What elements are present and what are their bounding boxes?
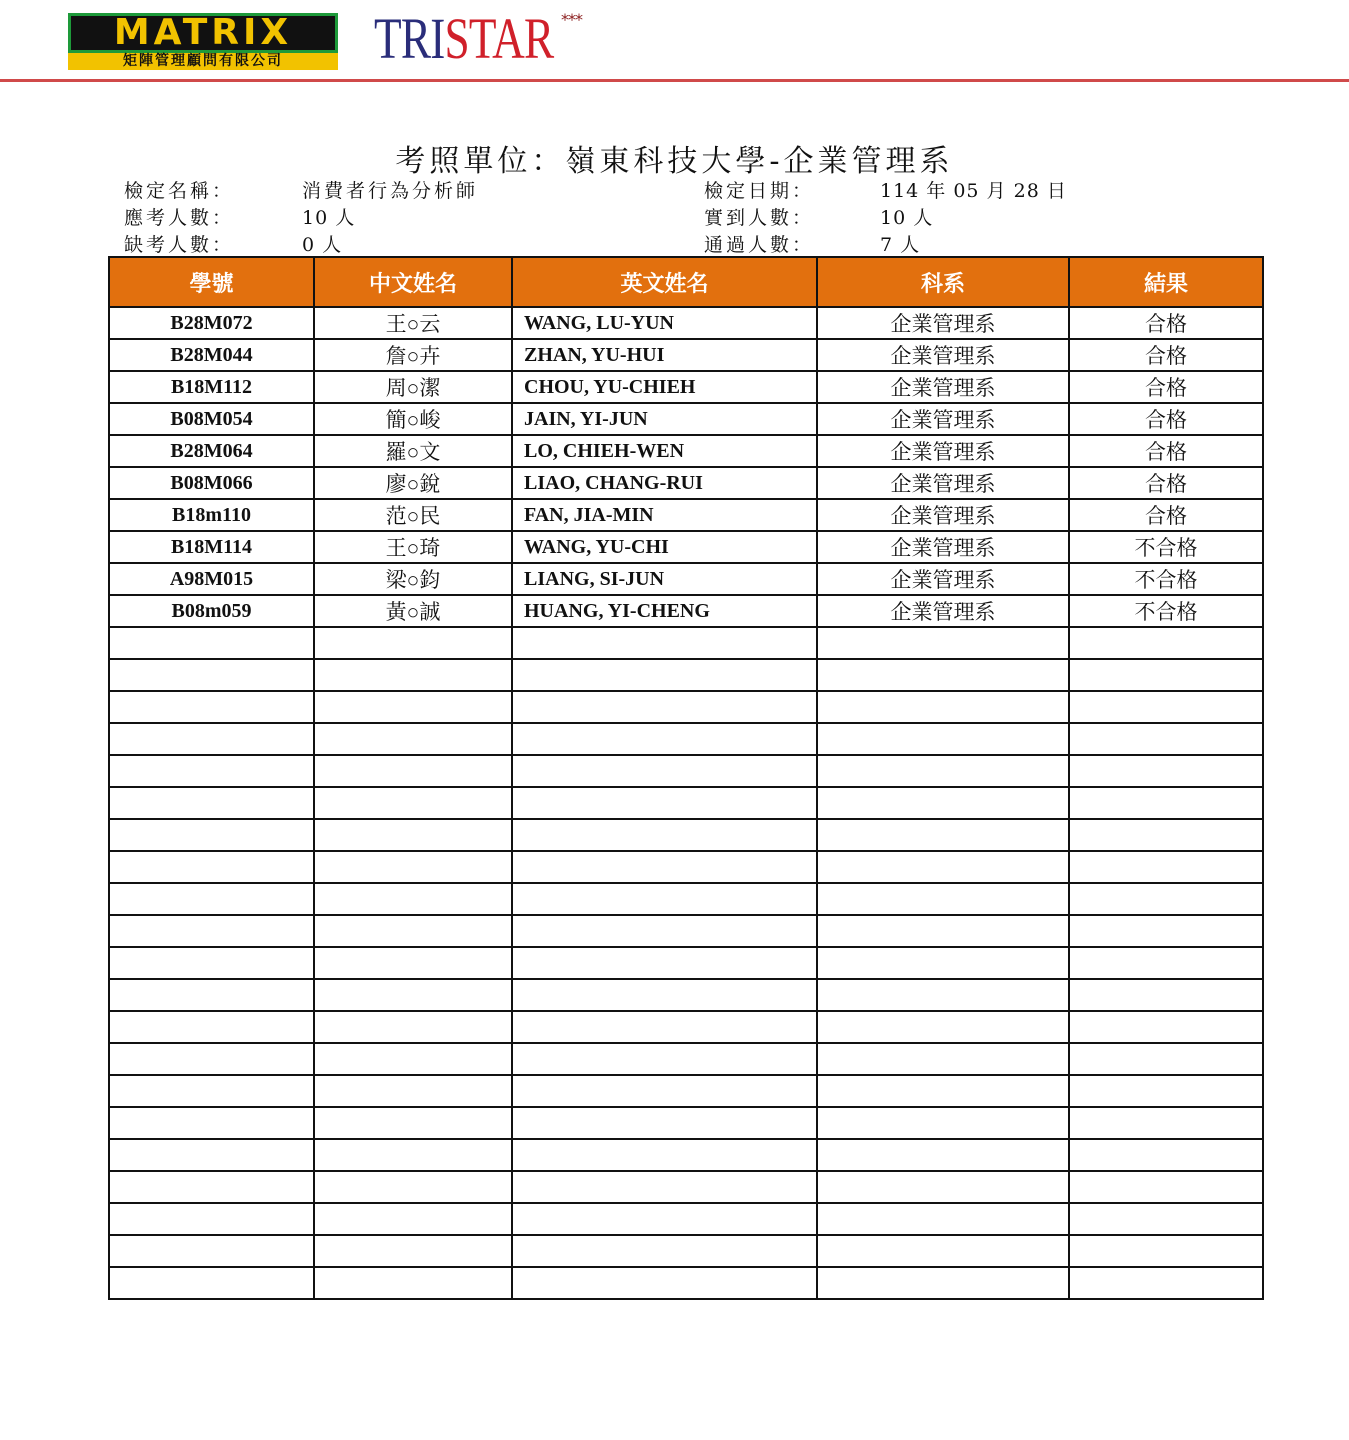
cell-english-name: HUANG, YI-CHENG [512, 595, 817, 627]
cell-empty [1069, 1043, 1263, 1075]
cell-english-name: FAN, JIA-MIN [512, 499, 817, 531]
cell-empty [109, 787, 314, 819]
cell-empty [512, 1043, 817, 1075]
cell-result: 合格 [1069, 499, 1263, 531]
table-row-empty [109, 723, 1263, 755]
column-header-result: 結果 [1069, 257, 1263, 307]
cell-result: 不合格 [1069, 595, 1263, 627]
cell-chinese-name: 簡○峻 [314, 403, 512, 435]
cell-empty [109, 723, 314, 755]
cell-empty [512, 1107, 817, 1139]
table-body [109, 307, 1263, 1299]
present-count-label: 實到人數： [704, 207, 815, 229]
table-row-empty [109, 659, 1263, 691]
table-row-empty [109, 1139, 1263, 1171]
cell-empty [512, 819, 817, 851]
exam-date-value: 114 年 05 月 28 日 [880, 180, 1067, 202]
exam-name-label: 檢定名稱： [124, 180, 235, 202]
results-table [108, 256, 1264, 1300]
cell-empty [512, 1139, 817, 1171]
cell-empty [817, 947, 1069, 979]
cell-empty [109, 1011, 314, 1043]
absent-count-value: 0 人 [302, 234, 343, 256]
table-row-empty [109, 915, 1263, 947]
cell-chinese-name: 黃○誠 [314, 595, 512, 627]
matrix-logo [68, 13, 344, 69]
cell-empty [109, 627, 314, 659]
cell-student-id: A98M015 [109, 563, 314, 595]
table-row-empty [109, 755, 1263, 787]
cell-empty [1069, 979, 1263, 1011]
table-row-empty [109, 883, 1263, 915]
cell-empty [512, 1267, 817, 1299]
column-header-english-name: 英文姓名 [512, 257, 817, 307]
cell-empty [314, 723, 512, 755]
cell-result: 合格 [1069, 403, 1263, 435]
cell-empty [1069, 723, 1263, 755]
cell-department: 企業管理系 [817, 563, 1069, 595]
table-row-empty [109, 851, 1263, 883]
cell-chinese-name: 梁○鈞 [314, 563, 512, 595]
cell-empty [109, 691, 314, 723]
expected-count-label: 應考人數： [124, 207, 235, 229]
cell-chinese-name: 羅○文 [314, 435, 512, 467]
cell-empty [817, 1011, 1069, 1043]
cell-empty [109, 1075, 314, 1107]
table-row-empty [109, 1267, 1263, 1299]
cell-empty [109, 755, 314, 787]
cell-empty [109, 979, 314, 1011]
cell-empty [314, 755, 512, 787]
cell-empty [109, 1107, 314, 1139]
cell-empty [512, 979, 817, 1011]
cell-empty [314, 883, 512, 915]
cell-chinese-name: 王○琦 [314, 531, 512, 563]
cell-empty [314, 1203, 512, 1235]
cell-chinese-name: 詹○卉 [314, 339, 512, 371]
tristar-logo [374, 6, 553, 72]
cell-empty [314, 627, 512, 659]
cell-result: 合格 [1069, 307, 1263, 339]
cell-result: 合格 [1069, 371, 1263, 403]
table-row-empty [109, 947, 1263, 979]
cell-empty [109, 1267, 314, 1299]
cell-empty [109, 915, 314, 947]
cell-empty [314, 1011, 512, 1043]
cell-empty [512, 1011, 817, 1043]
table-row [109, 307, 1263, 339]
cell-student-id: B18M112 [109, 371, 314, 403]
column-header-department: 科系 [817, 257, 1069, 307]
cell-empty [817, 1075, 1069, 1107]
cell-english-name: LIANG, SI-JUN [512, 563, 817, 595]
cell-empty [109, 851, 314, 883]
cell-student-id: B18m110 [109, 499, 314, 531]
cell-empty [314, 915, 512, 947]
cell-english-name: LO, CHIEH-WEN [512, 435, 817, 467]
cell-empty [314, 851, 512, 883]
cell-empty [817, 1107, 1069, 1139]
cell-empty [817, 915, 1069, 947]
cell-empty [314, 1043, 512, 1075]
cell-empty [1069, 755, 1263, 787]
cell-english-name: CHOU, YU-CHIEH [512, 371, 817, 403]
cell-empty [512, 1075, 817, 1107]
cell-empty [1069, 947, 1263, 979]
cell-empty [109, 659, 314, 691]
cell-english-name: LIAO, CHANG-RUI [512, 467, 817, 499]
cell-empty [512, 915, 817, 947]
cell-empty [1069, 659, 1263, 691]
cell-empty [512, 755, 817, 787]
table-row-empty [109, 1011, 1263, 1043]
cell-empty [817, 979, 1069, 1011]
cell-empty [1069, 819, 1263, 851]
cell-empty [314, 1267, 512, 1299]
cell-chinese-name: 周○潔 [314, 371, 512, 403]
cell-result: 合格 [1069, 467, 1263, 499]
cell-result: 合格 [1069, 339, 1263, 371]
table-row [109, 371, 1263, 403]
cell-empty [817, 723, 1069, 755]
cell-student-id: B08M054 [109, 403, 314, 435]
cell-empty [1069, 1011, 1263, 1043]
cell-empty [512, 1171, 817, 1203]
cell-empty [314, 1139, 512, 1171]
cell-empty [512, 723, 817, 755]
column-header-chinese-name: 中文姓名 [314, 257, 512, 307]
table-row-empty [109, 1075, 1263, 1107]
cell-department: 企業管理系 [817, 595, 1069, 627]
tristar-logo-part-b: STAR [444, 6, 554, 71]
table-row [109, 499, 1263, 531]
cell-chinese-name: 范○民 [314, 499, 512, 531]
cell-department: 企業管理系 [817, 531, 1069, 563]
cell-student-id: B08M066 [109, 467, 314, 499]
absent-count-label: 缺考人數： [124, 234, 235, 256]
table-row-empty [109, 1171, 1263, 1203]
cell-chinese-name: 王○云 [314, 307, 512, 339]
cell-empty [817, 851, 1069, 883]
cell-empty [109, 1203, 314, 1235]
table-row-empty [109, 691, 1263, 723]
table-row [109, 403, 1263, 435]
cell-english-name: JAIN, YI-JUN [512, 403, 817, 435]
cell-department: 企業管理系 [817, 499, 1069, 531]
table-row [109, 339, 1263, 371]
cell-empty [109, 947, 314, 979]
cell-empty [512, 947, 817, 979]
present-count-value: 10 人 [880, 207, 934, 229]
passed-count-value: 7 人 [880, 234, 921, 256]
table-row-empty [109, 627, 1263, 659]
cell-empty [1069, 627, 1263, 659]
cell-department: 企業管理系 [817, 403, 1069, 435]
passed-count-label: 通過人數： [704, 234, 815, 256]
exam-name-value: 消費者行為分析師 [302, 180, 479, 202]
cell-student-id: B08m059 [109, 595, 314, 627]
cell-result: 不合格 [1069, 531, 1263, 563]
cell-student-id: B18M114 [109, 531, 314, 563]
cell-empty [314, 1171, 512, 1203]
cell-empty [1069, 787, 1263, 819]
table-row-empty [109, 979, 1263, 1011]
cell-student-id: B28M064 [109, 435, 314, 467]
cell-empty [109, 1171, 314, 1203]
cell-empty [817, 1235, 1069, 1267]
cell-empty [314, 819, 512, 851]
table-row-empty [109, 819, 1263, 851]
cell-empty [817, 659, 1069, 691]
cell-empty [314, 1075, 512, 1107]
table-row [109, 563, 1263, 595]
table-row-empty [109, 1043, 1263, 1075]
cell-empty [314, 1107, 512, 1139]
cell-empty [817, 883, 1069, 915]
cell-empty [109, 819, 314, 851]
table-row-empty [109, 1235, 1263, 1267]
cell-department: 企業管理系 [817, 435, 1069, 467]
cell-empty [817, 1267, 1069, 1299]
cell-empty [314, 787, 512, 819]
cell-empty [1069, 1203, 1263, 1235]
cell-empty [1069, 1075, 1263, 1107]
table-row-empty [109, 787, 1263, 819]
cell-empty [817, 1203, 1069, 1235]
cell-empty [314, 691, 512, 723]
table-header-row [109, 257, 1263, 307]
column-header-student-id: 學號 [109, 257, 314, 307]
table-row [109, 467, 1263, 499]
expected-count-value: 10 人 [302, 207, 356, 229]
cell-empty [1069, 883, 1263, 915]
cell-department: 企業管理系 [817, 371, 1069, 403]
cell-english-name: WANG, YU-CHI [512, 531, 817, 563]
cell-empty [817, 819, 1069, 851]
tristar-logo-part-a: TRI [374, 6, 445, 71]
cell-english-name: WANG, LU-YUN [512, 307, 817, 339]
cell-empty [817, 1139, 1069, 1171]
cell-empty [817, 627, 1069, 659]
cell-empty [109, 1139, 314, 1171]
header-divider [0, 79, 1349, 82]
cell-empty [1069, 1107, 1263, 1139]
cell-empty [817, 755, 1069, 787]
cell-empty [817, 691, 1069, 723]
tristar-stars: *** [561, 10, 582, 29]
exam-date-label: 檢定日期： [704, 180, 815, 202]
cell-department: 企業管理系 [817, 467, 1069, 499]
cell-empty [512, 691, 817, 723]
table-row [109, 531, 1263, 563]
cell-empty [512, 627, 817, 659]
cell-empty [817, 787, 1069, 819]
document-title: 考照單位：嶺東科技大學-企業管理系 [395, 144, 954, 179]
matrix-logo-subtitle: 矩陣管理顧問有限公司 [68, 53, 338, 70]
cell-department: 企業管理系 [817, 339, 1069, 371]
cell-empty [512, 1203, 817, 1235]
cell-empty [512, 659, 817, 691]
cell-empty [817, 1171, 1069, 1203]
cell-student-id: B28M044 [109, 339, 314, 371]
cell-empty [512, 787, 817, 819]
cell-empty [1069, 1267, 1263, 1299]
cell-empty [314, 1235, 512, 1267]
cell-empty [314, 947, 512, 979]
cell-empty [109, 883, 314, 915]
cell-empty [314, 979, 512, 1011]
cell-empty [1069, 1171, 1263, 1203]
cell-empty [512, 851, 817, 883]
cell-empty [1069, 851, 1263, 883]
cell-student-id: B28M072 [109, 307, 314, 339]
cell-empty [512, 1235, 817, 1267]
cell-empty [109, 1043, 314, 1075]
cell-empty [512, 883, 817, 915]
table-row [109, 595, 1263, 627]
table-row [109, 435, 1263, 467]
cell-empty [314, 659, 512, 691]
table-row-empty [109, 1107, 1263, 1139]
cell-english-name: ZHAN, YU-HUI [512, 339, 817, 371]
cell-department: 企業管理系 [817, 307, 1069, 339]
cell-empty [1069, 1139, 1263, 1171]
cell-empty [817, 1043, 1069, 1075]
cell-result: 合格 [1069, 435, 1263, 467]
cell-empty [1069, 1235, 1263, 1267]
cell-empty [1069, 915, 1263, 947]
cell-result: 不合格 [1069, 563, 1263, 595]
table-row-empty [109, 1203, 1263, 1235]
cell-chinese-name: 廖○銳 [314, 467, 512, 499]
cell-empty [1069, 691, 1263, 723]
matrix-logo-text: MATRIX [113, 12, 293, 53]
cell-empty [109, 1235, 314, 1267]
